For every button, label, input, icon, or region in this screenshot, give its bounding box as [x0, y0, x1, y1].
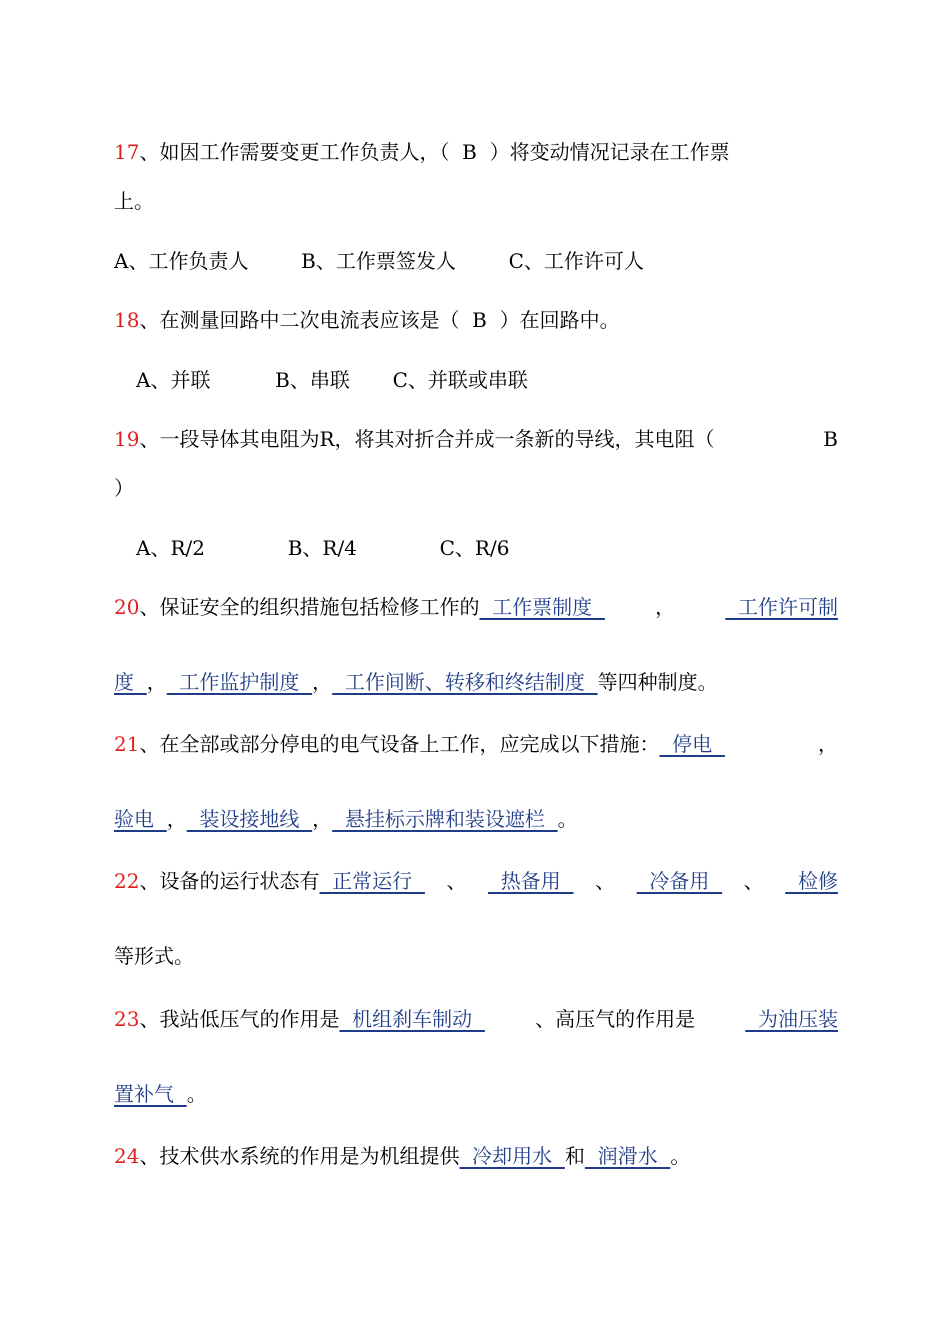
q18-text: 、在测量回路中二次电流表应该是（ B ）在回路中。 — [139, 308, 620, 332]
q22-line — [114, 867, 838, 895]
q21-answer-4: 悬挂标示牌和装设遮栏 — [332, 807, 558, 831]
q22-text: 、设备的运行状态有 — [139, 869, 320, 893]
q24-tail: 。 — [670, 1144, 691, 1168]
q18-option-a: A、并联 — [136, 368, 211, 392]
q17-text-cont: 上。 — [114, 189, 154, 213]
q23-mid: 、高压气的作用是 — [535, 1007, 696, 1031]
q20-number: 20 — [114, 595, 140, 619]
q22-number: 22 — [114, 869, 140, 893]
q20-answer-4: 工作间断、转移和终结制度 — [332, 670, 598, 694]
q24-answer-2: 润滑水 — [584, 1144, 671, 1168]
q21-line — [114, 730, 838, 758]
q20-tail: 等四种制度。 — [597, 670, 718, 694]
q19-options — [136, 534, 860, 562]
q21-tail: 。 — [557, 807, 578, 831]
q17-option-c: C、工作许可人 — [508, 249, 644, 273]
q18-option-c: C、并联或串联 — [392, 368, 528, 392]
q17-number: 17 — [114, 140, 140, 164]
q21-answer-2: 验电 — [114, 807, 167, 831]
q20-answer-1: 工作票制度 — [479, 595, 605, 619]
q22-sep-1: 、 — [446, 869, 467, 893]
q19-line — [114, 425, 838, 453]
q22-sep-2: 、 — [595, 869, 616, 893]
q18-line — [114, 306, 838, 334]
q20-answer-2b: 度 — [114, 670, 147, 694]
q23-line-cont — [114, 1080, 838, 1108]
q23-text: 、我站低压气的作用是 — [139, 1007, 340, 1031]
q19-answer: B — [823, 427, 838, 451]
q18-number: 18 — [114, 308, 140, 332]
q19-number: 19 — [114, 427, 140, 451]
q22-answer-3: 冷备用 — [636, 869, 723, 893]
q18-option-b: B、串联 — [275, 368, 350, 392]
q17-line — [114, 138, 838, 166]
q24-text: 、技术供水系统的作用是为机组提供 — [139, 1144, 460, 1168]
q17-line-cont — [114, 187, 838, 215]
q20-sep-1: ， — [655, 595, 676, 619]
q18-options — [136, 366, 860, 394]
q22-line-cont — [114, 942, 838, 970]
q21-answer-3: 装设接地线 — [186, 807, 313, 831]
q23-number: 23 — [114, 1007, 140, 1031]
q19-option-b: B、R/4 — [287, 536, 357, 560]
q24-answer-1: 冷却用水 — [459, 1144, 565, 1168]
q24-number: 24 — [114, 1144, 140, 1168]
q22-answer-2: 热备用 — [488, 869, 574, 893]
q22-text-cont: 等形式。 — [114, 944, 194, 968]
q21-text: 、在全部或部分停电的电气设备上工作，应完成以下措施： — [139, 732, 660, 756]
q21-sep-1: ， — [818, 732, 838, 756]
q20-text: 、保证安全的组织措施包括检修工作的 — [139, 595, 480, 619]
q24-mid: 和 — [564, 1144, 585, 1168]
q23-line — [114, 1005, 838, 1033]
q20-sep-3: ， — [312, 670, 333, 694]
q19-text-cont: ） — [114, 476, 134, 500]
q21-sep-2: ， — [166, 807, 187, 831]
q17-options — [114, 247, 838, 275]
q23-answer-1: 机组刹车制动 — [339, 1007, 485, 1031]
q22-answer-4: 检修 — [785, 869, 838, 893]
q20-sep-2: ， — [146, 670, 167, 694]
q19-option-c: C、R/6 — [439, 536, 510, 560]
q21-answer-1: 停电 — [659, 732, 725, 756]
q19-option-a: A、R/2 — [136, 536, 205, 560]
q17-option-b: B、工作票签发人 — [301, 249, 456, 273]
q21-sep-3: ， — [312, 807, 333, 831]
q21-line-cont — [114, 805, 838, 833]
q17-option-a: A、工作负责人 — [114, 249, 249, 273]
q19-text: 、一段导体其电阻为R，将其对折合并成一条新的导线，其电阻（ — [139, 427, 715, 451]
q20-line-cont — [114, 668, 838, 696]
q20-answer-2a: 工作许可制 — [725, 595, 838, 619]
q22-answer-1: 正常运行 — [319, 869, 425, 893]
q19-line-cont — [114, 474, 838, 502]
q20-answer-3: 工作监护制度 — [166, 670, 313, 694]
q23-answer-2a: 为油压装 — [745, 1007, 838, 1031]
q17-text: 、如因工作需要变更工作负责人，（ B ）将变动情况记录在工作票 — [139, 140, 730, 164]
q22-sep-3: 、 — [743, 869, 764, 893]
q20-line — [114, 593, 838, 621]
q24-line — [114, 1142, 838, 1170]
q21-number: 21 — [114, 732, 140, 756]
q23-tail: 。 — [186, 1082, 207, 1106]
q23-answer-2b: 置补气 — [114, 1082, 187, 1106]
